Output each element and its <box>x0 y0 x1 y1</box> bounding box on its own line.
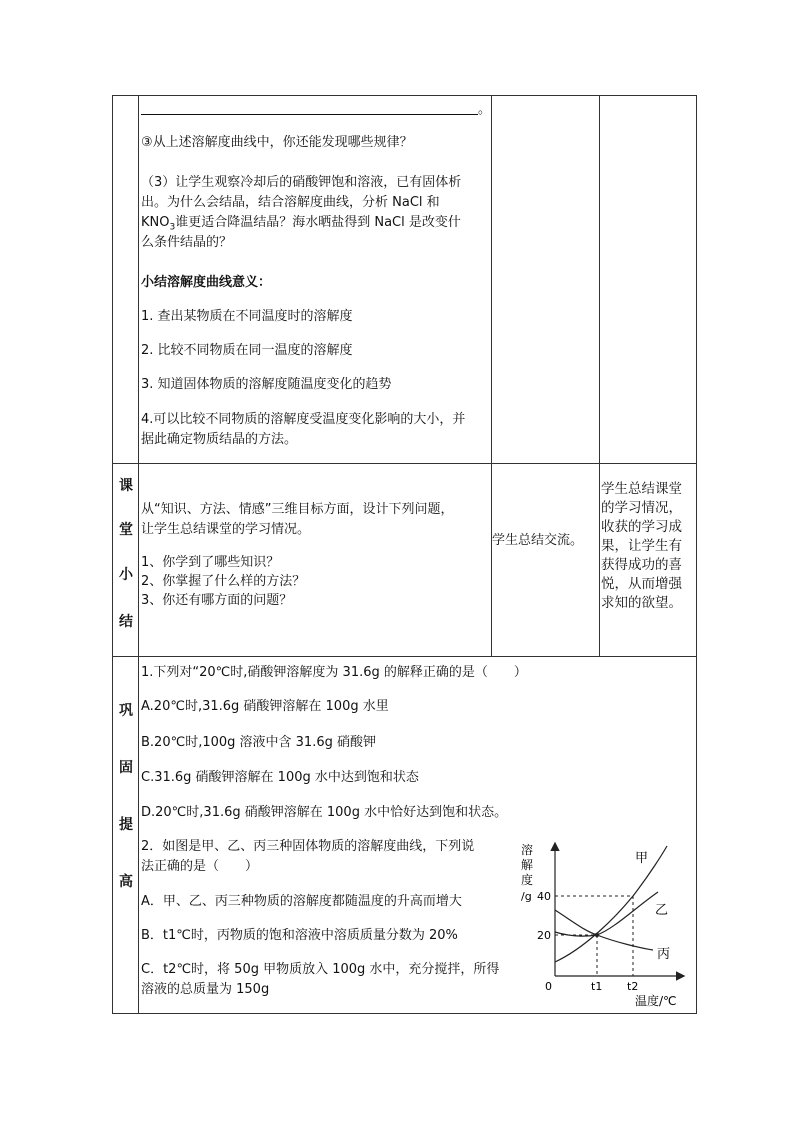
design-intent-line1: 学生总结课堂 <box>601 481 682 497</box>
exercise-1-option-a: A.20℃时,31.6g 硝酸钾溶解在 100g 水里 <box>141 699 389 714</box>
row3-label-char-4: 高 <box>119 874 133 890</box>
intersection-point <box>595 933 599 937</box>
design-intent-line5: 获得成功的喜 <box>601 557 682 573</box>
table-border-row2 <box>112 656 697 657</box>
class-summary-question-2: 2、你掌握了什么样的方法？ <box>141 574 306 589</box>
row2-label-char-2: 堂 <box>119 522 133 538</box>
design-intent-line4: 果，让学生有 <box>601 538 682 554</box>
table-border-col3 <box>599 95 600 657</box>
solubility-chart <box>515 838 695 1008</box>
x-tick-t1: t1 <box>591 980 603 993</box>
summary-item-3: 3. 知道固体物质的溶解度随温度变化的趋势 <box>141 377 392 392</box>
row2-label-char-1: 课 <box>119 478 133 494</box>
curve-jia <box>555 846 667 962</box>
exercise-2-option-c-line1: C．t2℃时，将 50g 甲物质放入 100g 水中，充分搅拌，所得 <box>141 962 500 977</box>
exercise-2-question-line2: 法正确的是（ ） <box>141 859 259 874</box>
curve-bing <box>555 910 653 950</box>
exercise-2-question-line1: 2．如图是甲、乙、丙三种固体物质的溶解度曲线，下列说 <box>141 839 475 854</box>
exercise-2-option-a: A．甲、乙、丙三种物质的溶解度都随温度的升高而增大 <box>141 894 462 909</box>
design-intent-line3: 收获的学习成 <box>601 519 682 535</box>
summary-item-4-line2: 据此确定物质结晶的方法。 <box>141 432 298 447</box>
paragraph-3-line1: （3）让学生观察冷却后的硝酸钾饱和溶液，已有固体析 <box>141 175 462 190</box>
table-border-col2 <box>491 95 492 657</box>
exercise-1-option-b: B.20℃时,100g 溶液中含 31.6g 硝酸钾 <box>141 735 376 750</box>
series-label-bing: 丙 <box>657 947 671 962</box>
row2-label-char-3: 小 <box>119 567 133 583</box>
class-summary-question-1: 1、你学到了哪些知识？ <box>141 555 280 570</box>
series-label-yi: 乙 <box>655 903 669 918</box>
y-tick-20: 20 <box>537 929 551 942</box>
table-border-right <box>696 95 697 1014</box>
summary-item-4-line1: 4.可以比较不同物质的溶解度受温度变化影响的大小，并 <box>141 412 466 427</box>
y-tick-40: 40 <box>537 890 551 903</box>
guide-t1-20 <box>555 935 597 976</box>
x-tick-t2: t2 <box>627 980 639 993</box>
paragraph-3-line4: 么条件结晶的？ <box>141 235 233 250</box>
exercise-1-option-d: D.20℃时,31.6g 硝酸钾溶解在 100g 水中恰好达到饱和状态。 <box>141 805 508 820</box>
row3-label-char-1: 巩 <box>119 703 133 719</box>
paragraph-3-line2: 出。为什么会结晶，结合溶解度曲线，分析 NaCl 和 <box>141 195 440 210</box>
kno3-subscript: 3 <box>169 222 176 233</box>
row2-label-char-4: 结 <box>119 614 133 630</box>
design-intent-line6: 悦，从而增强 <box>601 576 682 592</box>
class-summary-intro-line1: 从“知识、方法、情感”三维目标方面，设计下列问题， <box>141 502 454 517</box>
y-label-char-2: 解 <box>521 858 534 872</box>
x-axis-label: 温度/℃ <box>635 994 677 1008</box>
y-label-char-3: 度 <box>521 873 534 887</box>
exercise-1-option-c: C.31.6g 硝酸钾溶解在 100g 水中达到饱和状态 <box>141 770 419 785</box>
curve-yi <box>555 892 658 936</box>
row3-label-char-3: 提 <box>119 817 133 833</box>
question-3-text: ③从上述溶解度曲线中，你还能发现哪些规律？ <box>141 135 413 150</box>
kno3-formula: KNO <box>141 215 170 230</box>
design-intent-line2: 的学习情况， <box>601 500 682 516</box>
student-activity: 学生总结交流。 <box>492 533 584 548</box>
summary-title: 小结溶解度曲线意义： <box>141 275 272 290</box>
y-label-char-1: 溶 <box>521 843 534 857</box>
table-border-bottom <box>112 1013 697 1014</box>
row3-label-char-2: 固 <box>119 760 133 776</box>
origin-label: 0 <box>545 980 552 993</box>
series-label-jia: 甲 <box>635 851 649 866</box>
answer-blank-line <box>141 114 478 115</box>
design-intent-line7: 求知的欲望。 <box>601 595 682 611</box>
class-summary-intro-line2: 让学生总结课堂的学习情况。 <box>141 522 311 537</box>
exercise-1-question: 1.下列对“20℃时,硝酸钾溶解度为 31.6g 的解释正确的是（ ） <box>141 665 527 680</box>
answer-period: 。 <box>478 102 492 117</box>
class-summary-question-3: 3、你还有哪方面的问题？ <box>141 593 293 608</box>
exercise-2-option-c-line2: 溶液的总质量为 150g <box>141 982 270 997</box>
table-border-top <box>112 95 697 96</box>
paragraph-3-line3-rest: 谁更适合降温结晶？海水晒盐得到 NaCl 是改变什 <box>175 215 461 230</box>
y-unit: /g <box>521 890 532 903</box>
summary-item-1: 1. 查出某物质在不同温度时的溶解度 <box>141 309 353 324</box>
summary-item-2: 2. 比较不同物质在同一温度的溶解度 <box>141 343 353 358</box>
table-border-row1 <box>112 463 697 464</box>
exercise-2-option-b: B．t1℃时，丙物质的饱和溶液中溶质质量分数为 20% <box>141 928 458 943</box>
